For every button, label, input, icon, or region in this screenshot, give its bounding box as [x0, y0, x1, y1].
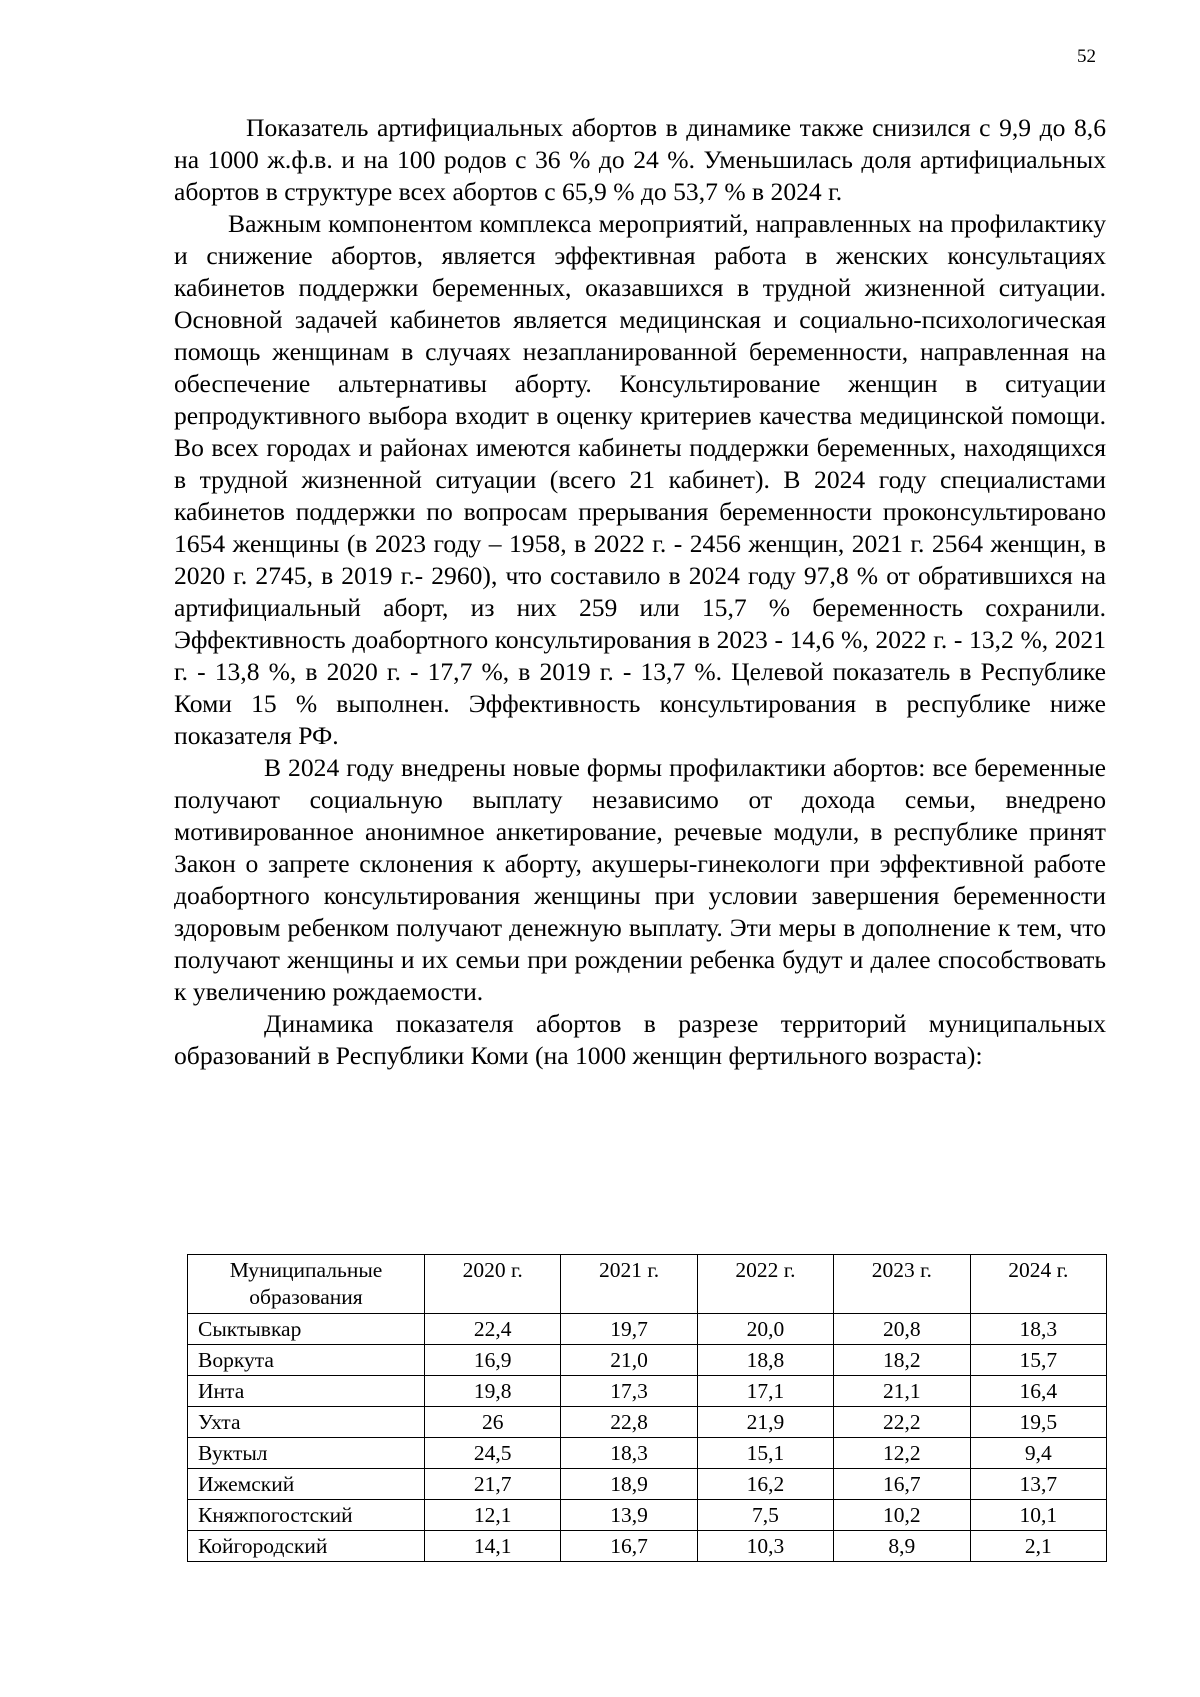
- cell-value: 16,4: [970, 1376, 1106, 1407]
- cell-value: 2,1: [970, 1531, 1106, 1562]
- table-row: [188, 1407, 1107, 1438]
- cell-value: 16,7: [834, 1469, 970, 1500]
- cell-value: 14,1: [425, 1531, 561, 1562]
- table-row: [188, 1469, 1107, 1500]
- cell-municipality: Сыктывкар: [188, 1314, 425, 1345]
- cell-value: 7,5: [697, 1500, 833, 1531]
- header-municipality: Муниципальные образования: [188, 1255, 425, 1314]
- cell-value: 10,1: [970, 1500, 1106, 1531]
- table-header-row: [188, 1255, 1107, 1314]
- abortion-rate-table: [187, 1254, 1107, 1562]
- cell-municipality: Вуктыл: [188, 1438, 425, 1469]
- header-2022: 2022 г.: [697, 1255, 833, 1314]
- cell-value: 20,0: [697, 1314, 833, 1345]
- cell-value: 20,8: [834, 1314, 970, 1345]
- cell-value: 15,7: [970, 1345, 1106, 1376]
- cell-value: 21,9: [697, 1407, 833, 1438]
- cell-value: 18,3: [970, 1314, 1106, 1345]
- cell-value: 12,1: [425, 1500, 561, 1531]
- cell-value: 18,9: [561, 1469, 697, 1500]
- cell-municipality: Ижемский: [188, 1469, 425, 1500]
- paragraph-support-cabinets: Важным компонентом комплекса мероприятий, направленных на профилактику и снижение абортов, является эффективная работа в женских консультациях кабинетов поддержки беременных, оказавшихся в трудной жизненной ситуации. Основной задачей кабинетов является медицинская и социально-психологическая помощь женщинам в случаях незапланированной беременности, направленная на обеспечение альтернативы аборту. Консультирование женщин в ситуации репродуктивного выбора входит в оценку критериев качества медицинской помощи. Во всех городах и районах имеются кабинеты поддержки беременных, находящихся в трудной жизненной ситуации (всего 21 кабинет). В 2024 году специалистами кабинетов поддержки по вопросам прерывания беременности проконсультировано 1654 женщины (в 2023 году – 1958, в 2022 г. - 2456 женщин, 2021 г. 2564 женщин, в 2020 г. 2745, в 2019 г.- 2960), что составило в 2024 году 97,8 % от обратившихся на артифициальный аборт, из них 259 или 15,7 % беременность сохранили. Эффективность доабортного консультирования в 2023 - 14,6 %, 2022 г. - 13,2 %, 2021 г. - 13,8 %, в 2020 г. - 17,7 %, в 2019 г. - 13,7 %. Целевой показатель в Республике Коми 15 % выполнен. Эффективность консультирования в республике ниже показателя РФ.: [174, 209, 1106, 750]
- cell-value: 21,1: [834, 1376, 970, 1407]
- cell-value: 19,8: [425, 1376, 561, 1407]
- cell-municipality: Койгородский: [188, 1531, 425, 1562]
- cell-municipality: Воркута: [188, 1345, 425, 1376]
- cell-value: 16,9: [425, 1345, 561, 1376]
- table-caption: Динамика показателя абортов в разрезе территорий муниципальных образований в Республики Коми (на 1000 женщин фертильного возраста):: [174, 1009, 1106, 1070]
- cell-municipality: Княжпогостский: [188, 1500, 425, 1531]
- header-2023: 2023 г.: [834, 1255, 970, 1314]
- table-row: [188, 1438, 1107, 1469]
- cell-value: 22,2: [834, 1407, 970, 1438]
- cell-value: 9,4: [970, 1438, 1106, 1469]
- cell-value: 10,3: [697, 1531, 833, 1562]
- table-row: [188, 1500, 1107, 1531]
- cell-value: 19,7: [561, 1314, 697, 1345]
- cell-value: 26: [425, 1407, 561, 1438]
- cell-value: 21,0: [561, 1345, 697, 1376]
- cell-value: 15,1: [697, 1438, 833, 1469]
- cell-value: 13,9: [561, 1500, 697, 1531]
- cell-municipality: Инта: [188, 1376, 425, 1407]
- cell-value: 21,7: [425, 1469, 561, 1500]
- cell-value: 24,5: [425, 1438, 561, 1469]
- paragraph-new-prevention-forms: В 2024 году внедрены новые формы профилактики абортов: все беременные получают социальную выплату независимо от дохода семьи, внедрено мотивированное анонимное анкетирование, речевые модули, в республике принят Закон о запрете склонения к аборту, акушеры-гинекологи при эффективной работе доабортного консультирования женщины при условии завершения беременности здоровым ребенком получают денежную выплату. Эти меры в дополнение к тем, что получают женщины и их семьи при рождении ребенка будут и далее способствовать к увеличению рождаемости.: [174, 753, 1106, 1006]
- paragraph-artificial-abortions: Показатель артифициальных абортов в динамике также снизился с 9,9 до 8,6 на 1000 ж.ф.в. и на 100 родов с 36 % до 24 %. Уменьшилась доля артифициальных абортов в структуре всех абортов с 65,9 % до 53,7 % в 2024 г.: [174, 113, 1106, 206]
- cell-value: 19,5: [970, 1407, 1106, 1438]
- table-row: [188, 1531, 1107, 1562]
- header-2024: 2024 г.: [970, 1255, 1106, 1314]
- cell-value: 17,3: [561, 1376, 697, 1407]
- cell-value: 22,4: [425, 1314, 561, 1345]
- page-number: 52: [1077, 46, 1096, 67]
- document-body: [174, 112, 1106, 1072]
- cell-value: 17,1: [697, 1376, 833, 1407]
- cell-municipality: Ухта: [188, 1407, 425, 1438]
- cell-value: 18,3: [561, 1438, 697, 1469]
- cell-value: 16,2: [697, 1469, 833, 1500]
- table-row: [188, 1314, 1107, 1345]
- header-2020: 2020 г.: [425, 1255, 561, 1314]
- cell-value: 18,8: [697, 1345, 833, 1376]
- cell-value: 8,9: [834, 1531, 970, 1562]
- table-row: [188, 1376, 1107, 1407]
- header-2021: 2021 г.: [561, 1255, 697, 1314]
- cell-value: 18,2: [834, 1345, 970, 1376]
- cell-value: 13,7: [970, 1469, 1106, 1500]
- cell-value: 16,7: [561, 1531, 697, 1562]
- cell-value: 12,2: [834, 1438, 970, 1469]
- table-row: [188, 1345, 1107, 1376]
- cell-value: 22,8: [561, 1407, 697, 1438]
- cell-value: 10,2: [834, 1500, 970, 1531]
